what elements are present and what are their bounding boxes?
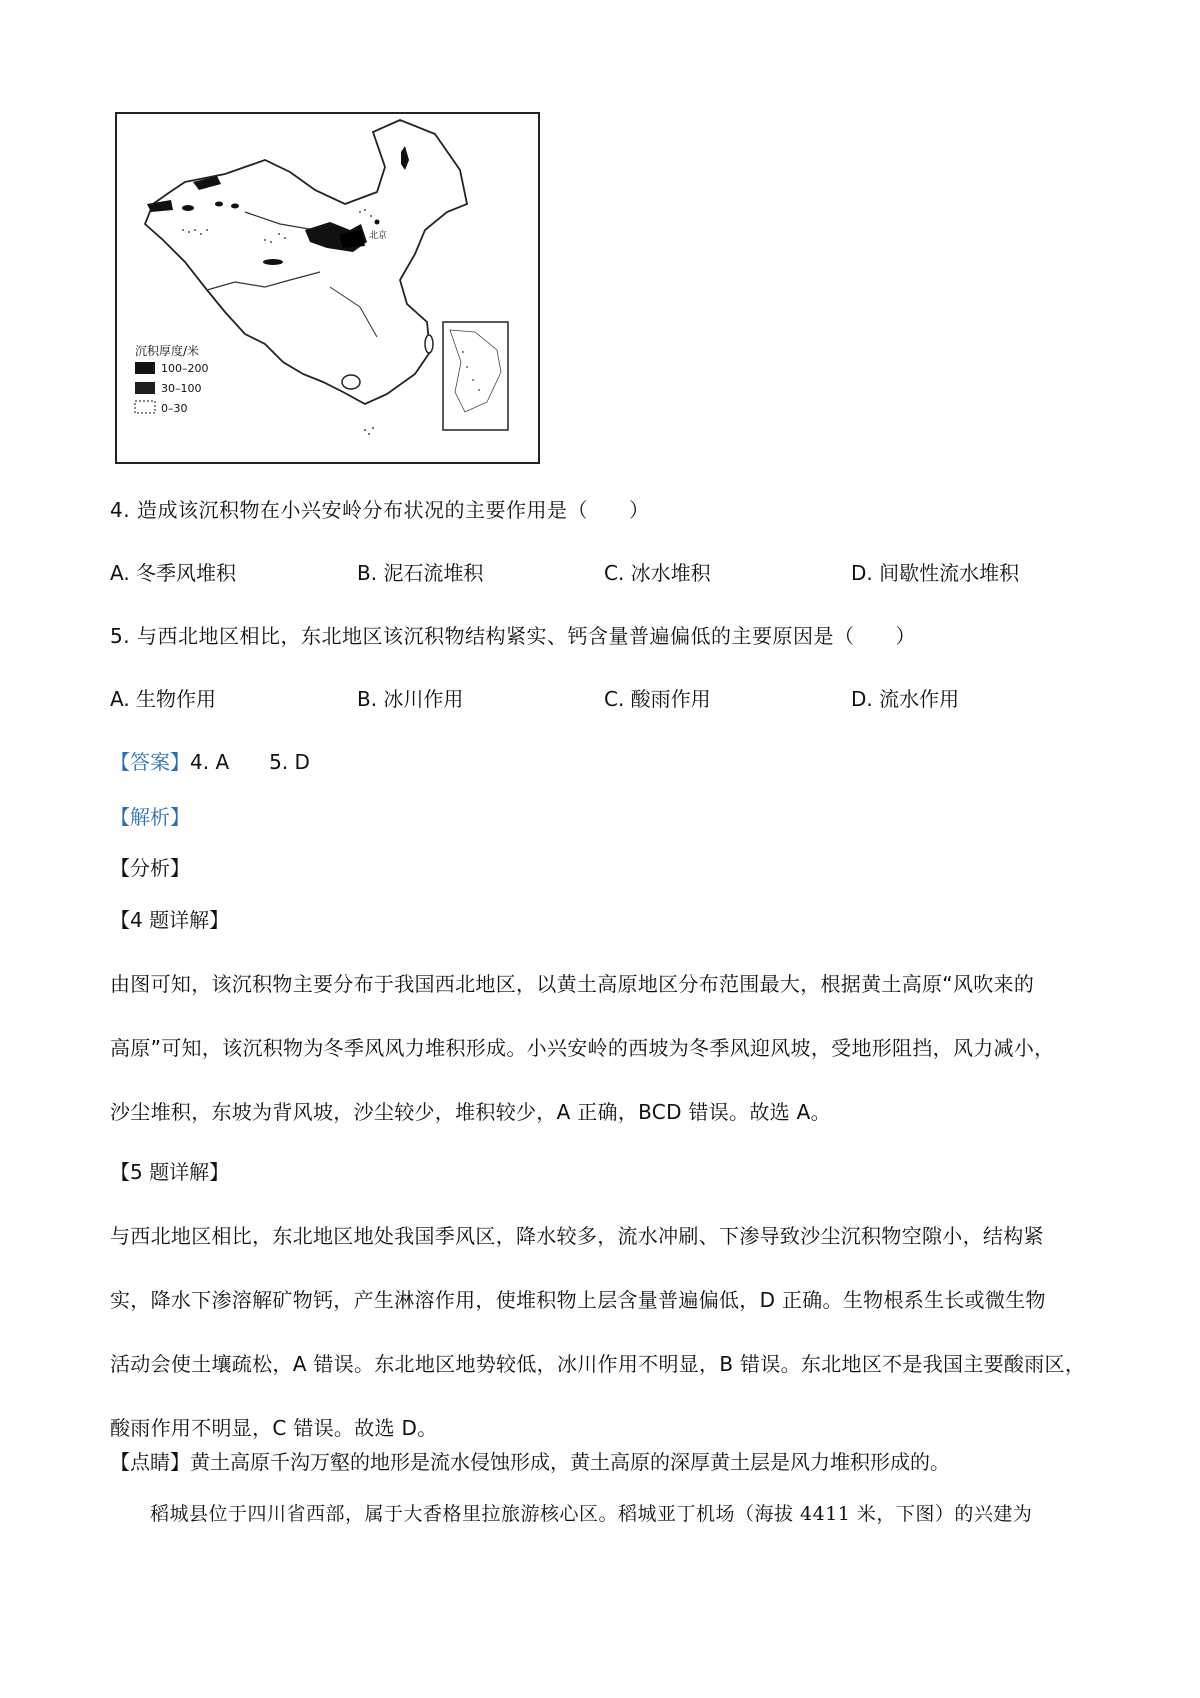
detail-5-line: 酸雨作用不明显，C 错误。故选 D。: [110, 1416, 438, 1440]
q5-option-d: D. 流水作用: [851, 687, 960, 711]
q4-option-d: D. 间歇性流水堆积: [851, 561, 1020, 585]
hainan-island: [342, 375, 360, 389]
answer-text: 4. A 5. D: [190, 750, 310, 774]
legend-label: 0–30: [161, 402, 188, 415]
answer-line: [110, 746, 310, 775]
q5-option-c: C. 酸雨作用: [604, 687, 711, 711]
answer-tag: 【答案】: [110, 750, 190, 774]
detail-4-body: [110, 952, 1100, 1144]
detail-4-line: 沙尘堆积，东坡为背风坡，沙尘较少，堆积较少，A 正确，BCD 错误。故选 A。: [110, 1100, 831, 1124]
analysis-tag: 【解析】: [110, 805, 190, 829]
dianjing-text: 黄土高原千沟万壑的地形是流水侵蚀形成，黄土高原的深厚黄土层是风力堆积形成的。: [190, 1450, 950, 1474]
loess-map-figure: [115, 112, 540, 464]
q5-option-a: A. 生物作用: [110, 687, 217, 711]
legend-label: 100–200: [161, 362, 209, 375]
next-paragraph: 稻城县位于四川省西部，属于大香格里拉旅游核心区。稻城亚丁机场（海拔 4411 米，下图）的兴建为: [150, 1503, 1033, 1525]
legend-swatch: [135, 362, 155, 374]
question-4-stem: 4. 造成该沉积物在小兴安岭分布状况的主要作用是（ ）: [110, 498, 650, 522]
q4-option-b: B. 泥石流堆积: [357, 561, 484, 585]
question-5-stem: 5. 与西北地区相比，东北地区该沉积物结构紧实、钙含量普遍偏低的主要原因是（ ）: [110, 624, 916, 648]
detail-4-line: 高原”可知，该沉积物为冬季风风力堆积形成。小兴安岭的西坡为冬季风迎风坡，受地形阻挡，风力减小，: [110, 1036, 1055, 1060]
q4-option-a: A. 冬季风堆积: [110, 561, 237, 585]
fenxi-tag: 【分析】: [110, 856, 190, 880]
detail-4-title: 【4 题详解】: [110, 908, 230, 932]
q5-option-b: B. 冰川作用: [357, 687, 464, 711]
detail-4-line: 由图可知，该沉积物主要分布于我国西北地区，以黄土高原地区分布范围最大，根据黄土高原“风吹来的: [110, 972, 1035, 996]
legend-label: 30–100: [161, 382, 202, 395]
legend-title: 沉积厚度/米: [135, 344, 200, 358]
china-map: [115, 112, 540, 464]
legend-swatch: [135, 382, 155, 394]
detail-5-body: [110, 1204, 1100, 1460]
dianjing-line: [110, 1446, 950, 1475]
detail-5-line: 实，降水下渗溶解矿物钙，产生淋溶作用，使堆积物上层含量普遍偏低，D 正确。生物根系生长或微生物: [110, 1288, 1046, 1312]
dianjing-tag: 【点睛】: [110, 1450, 190, 1474]
beijing-label: 北京: [369, 231, 388, 241]
q4-option-c: C. 冰水堆积: [604, 561, 711, 585]
detail-5-line: 与西北地区相比，东北地区地处我国季风区，降水较多，流水冲刷、下渗导致沙尘沉积物空隙小，结构紧: [110, 1224, 1044, 1248]
detail-5-title: 【5 题详解】: [110, 1160, 230, 1184]
legend-swatch: [135, 401, 155, 413]
beijing-marker: [375, 220, 380, 225]
detail-5-line: 活动会使土壤疏松，A 错误。东北地区地势较低，冰川作用不明显，B 错误。东北地区不是我国主要酸雨区，: [110, 1352, 1086, 1376]
